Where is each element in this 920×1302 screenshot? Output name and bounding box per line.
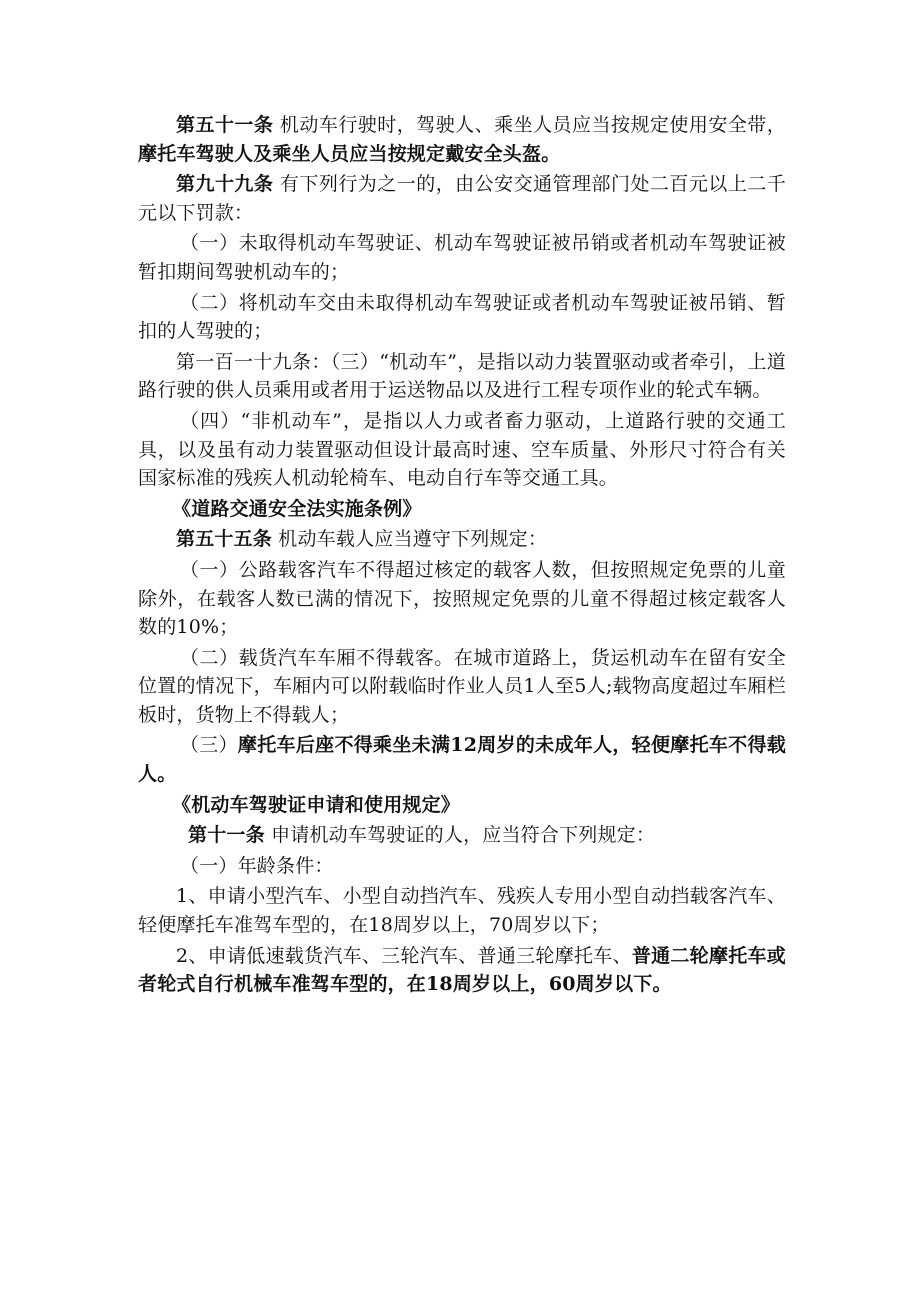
license-regulation-title: 《机动车驾驶证申请和使用规定》 bbox=[172, 793, 461, 816]
article-55-item-3-prefix: （三） bbox=[180, 734, 238, 757]
article-55-label: 第五十五条 bbox=[176, 528, 273, 551]
article-99 bbox=[138, 170, 786, 227]
article-51-bold: 摩托车驾驶人及乘坐人员应当按规定戴安全头盔。 bbox=[138, 142, 561, 165]
article-99-label: 第九十九条 bbox=[176, 173, 274, 196]
article-55-item-1: （一）公路载客汽车不得超过核定的载客人数，但按照规定免票的儿童除外，在载客人数已满的情况下，按照规定免票的儿童不得超过核定载客人数的10%； bbox=[138, 558, 786, 639]
article-11-point-2-bold: 普通二轮摩托车或者轮式自行机械车准驾车型的，在18周岁以上，60周岁以下。 bbox=[138, 944, 786, 996]
article-55-item-3 bbox=[138, 731, 786, 788]
article-99-text: 有下列行为之一的，由公安交通管理部门处二百元以上二千元以下罚款： bbox=[138, 173, 786, 224]
article-51 bbox=[138, 111, 786, 168]
article-55-item-3-bold: 摩托车后座不得乘坐未满12周岁的未成年人，轻便摩托车不得载人。 bbox=[138, 734, 786, 786]
article-11-item-1: （一）年龄条件： bbox=[180, 854, 334, 877]
article-11-point-2-text: 2、申请低速载货汽车、三轮汽车、普通三轮摩托车、 bbox=[176, 944, 632, 967]
article-11 bbox=[138, 821, 786, 850]
article-51-label: 第五十一条 bbox=[176, 114, 274, 136]
article-11-text: 申请机动车驾驶证的人，应当符合下列规定： bbox=[271, 824, 656, 847]
article-11-point-1: 1、申请小型汽车、小型自动挡汽车、残疾人专用小型自动挡载客汽车、轻便摩托车准驾车型的，在18周岁以上，70周岁以下； bbox=[138, 885, 786, 937]
article-11-point-2 bbox=[138, 942, 786, 999]
article-11-label: 第十一条 bbox=[188, 824, 265, 847]
article-51-text: 机动车行驶时，驾驶人、乘坐人员应当按规定使用安全带， bbox=[279, 114, 786, 136]
article-55-item-2: （二）载货汽车车厢不得载客。在城市道路上，货运机动车在留有安全位置的情况下，车厢内可以附载临时作业人员1人至5人;载物高度超过车厢栏板时，货物上不得载人； bbox=[138, 646, 786, 726]
regulation-title: 《道路交通安全法实施条例》 bbox=[172, 497, 422, 520]
document-page bbox=[138, 111, 786, 1001]
article-99-item-1: （一）未取得机动车驾驶证、机动车驾驶证被吊销或者机动车驾驶证被暂扣期间驾驶机动车的； bbox=[138, 232, 786, 283]
article-55 bbox=[138, 525, 786, 554]
article-119-item-3: 第一百一十九条：（三）“机动车”，是指以动力装置驱动或者牵引，上道路行驶的供人员乘用或者用于运送物品以及进行工程专项作业的轮式车辆。 bbox=[138, 350, 786, 402]
article-99-item-2: （二）将机动车交由未取得机动车驾驶证或者机动车驾驶证被吊销、暂扣的人驾驶的； bbox=[138, 291, 786, 343]
article-119-item-4: （四）“非机动车”，是指以人力或者畜力驱动，上道路行驶的交通工具，以及虽有动力装置驱动但设计最高时速、空车质量、外形尺寸符合有关国家标准的残疾人机动轮椅车、电动自行车等交通工具。 bbox=[138, 409, 786, 490]
article-55-text: 机动车载人应当遵守下列规定： bbox=[278, 528, 548, 551]
